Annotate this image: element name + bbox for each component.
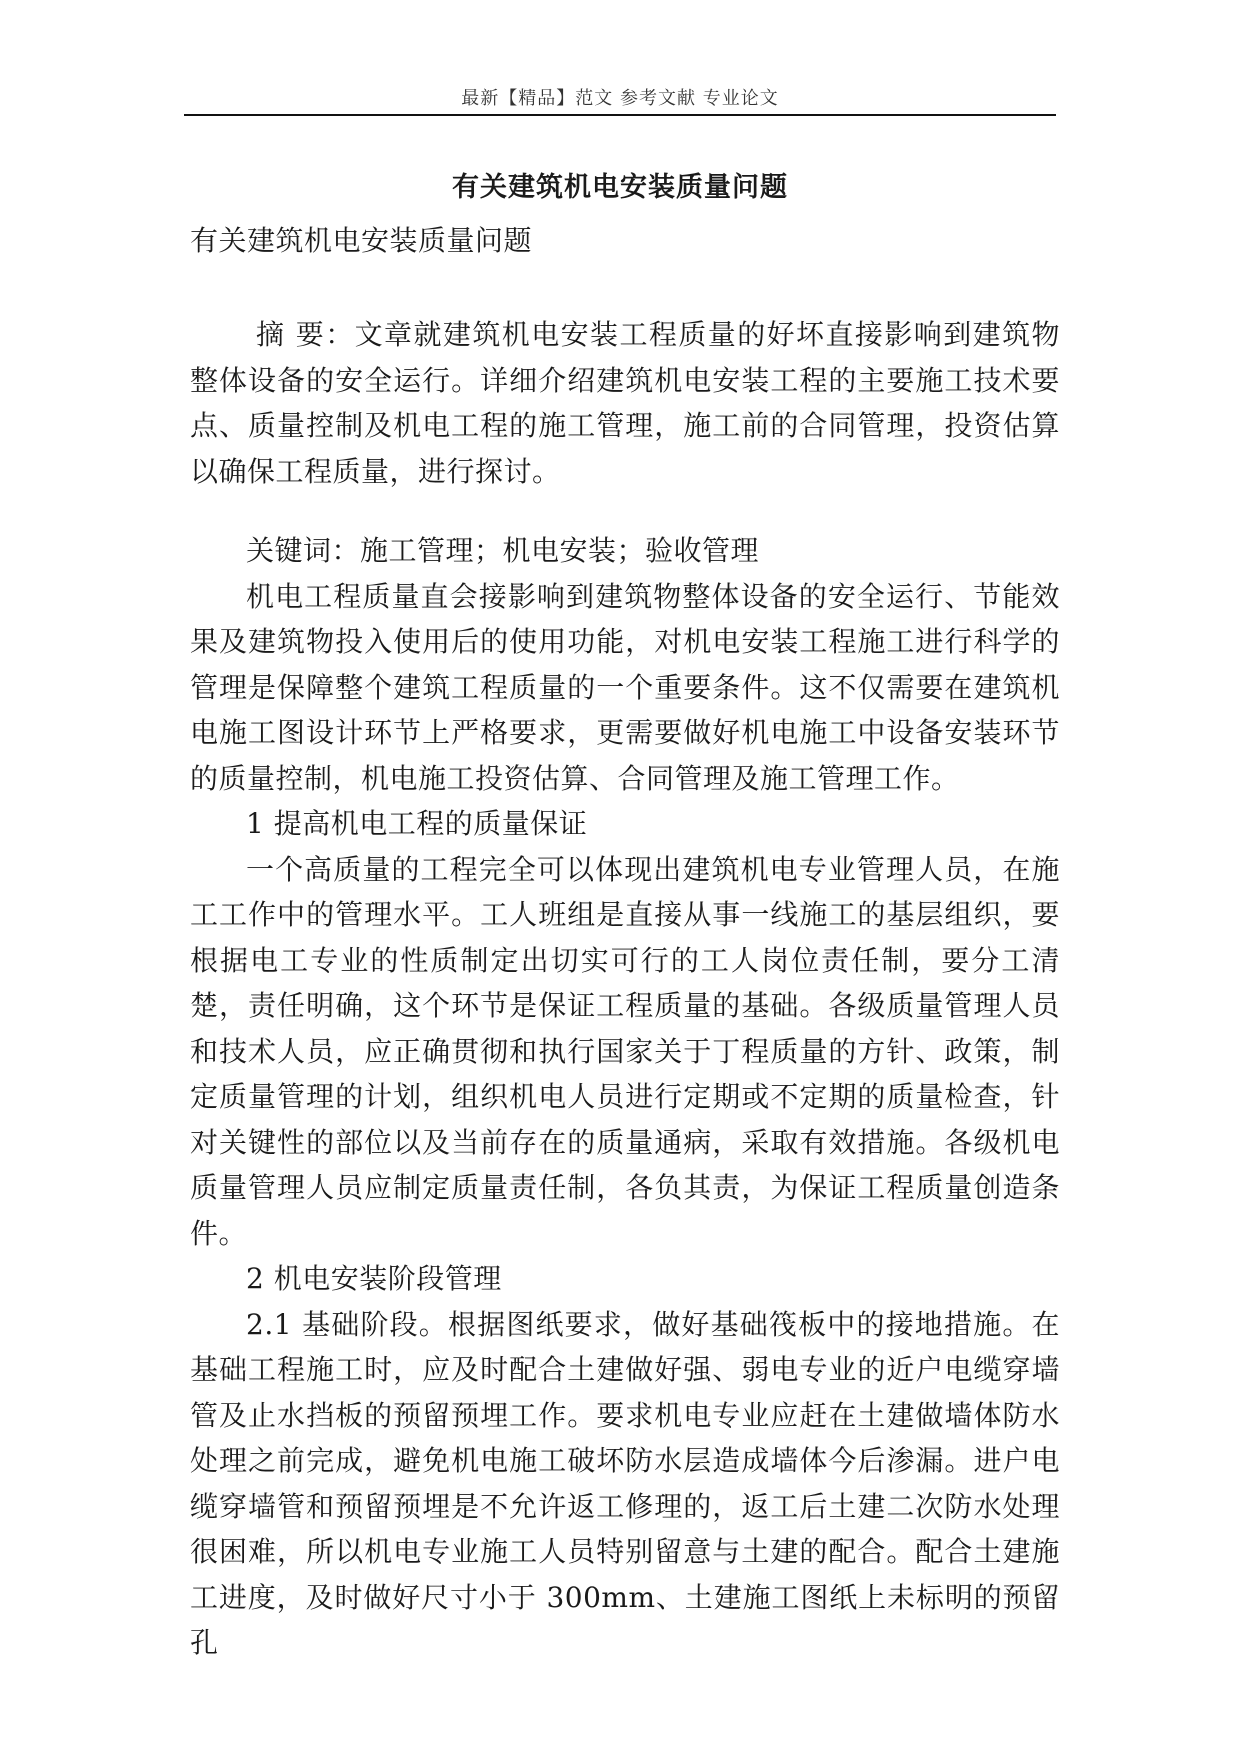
keywords-paragraph: 关键词：施工管理；机电安装；验收管理 xyxy=(246,534,760,567)
page-header: 最新【精品】范文 参考文献 专业论文 xyxy=(461,88,779,109)
section-heading-2: 2 机电安装阶段管理 xyxy=(246,1262,502,1295)
document-subtitle xyxy=(190,218,1060,264)
section-heading-1: 1 提高机电工程的质量保证 xyxy=(246,807,588,840)
document-title: 有关建筑机电安装质量问题 xyxy=(452,172,788,203)
body-paragraph: 2.1 基础阶段。根据图纸要求，做好基础筏板中的接地措施。在基础工程施工时，应及时配合土建做好强、弱电专业的近户电缆穿墙管及止水挡板的预留预埋工作。要求机电专业应赶在土建做墙体防水处理之前完成，避免机电施工破坏防水层造成墙体今后渗漏。进户电缆穿墙管和预留预埋是不允许返工修理的，返工后土建二次防水处理很困难，所以机电专业施工人员特别留意与土建的配合。配合土建施工进度，及时做好尺寸小于 300mm、土建施工图纸上未标明的预留孔 xyxy=(190,1307,1060,1659)
header-divider xyxy=(184,114,1056,116)
main-body xyxy=(190,528,1060,1666)
abstract-section xyxy=(190,312,1060,494)
body-paragraph: 机电工程质量直会接影响到建筑物整体设备的安全运行、节能效果及建筑物投入使用后的使用功能，对机电安装工程施工进行科学的管理是保障整个建筑工程质量的一个重要条件。这不仅需要在建筑机电施工图设计环节上严格要求，更需要做好机电施工中设备安装环节的质量控制，机电施工投资估算、合同管理及施工管理工作。 xyxy=(190,579,1060,795)
abstract-paragraph: 摘 要：文章就建筑机电安装工程质量的好坏直接影响到建筑物整体设备的安全运行。详细介绍建筑机电安装工程的主要施工技术要点、质量控制及机电工程的施工管理，施工前的合同管理，投资估算以确保工程质量，进行探讨。 xyxy=(190,318,1060,488)
subtitle-text: 有关建筑机电安装质量问题 xyxy=(190,224,533,257)
body-paragraph: 一个高质量的工程完全可以体现出建筑机电专业管理人员，在施工工作中的管理水平。工人班组是直接从事一线施工的基层组织，要根据电工专业的性质制定出切实可行的工人岗位责任制，要分工清楚，责任明确，这个环节是保证工程质量的基础。各级质量管理人员和技术人员，应正确贯彻和执行国家关于丁程质量的方针、政策，制定质量管理的计划，组织机电人员进行定期或不定期的质量检查，针对关键性的部位以及当前存在的质量通病，采取有效措施。各级机电质量管理人员应制定质量责任制，各负其责，为保证工程质量创造条件。 xyxy=(190,852,1060,1250)
